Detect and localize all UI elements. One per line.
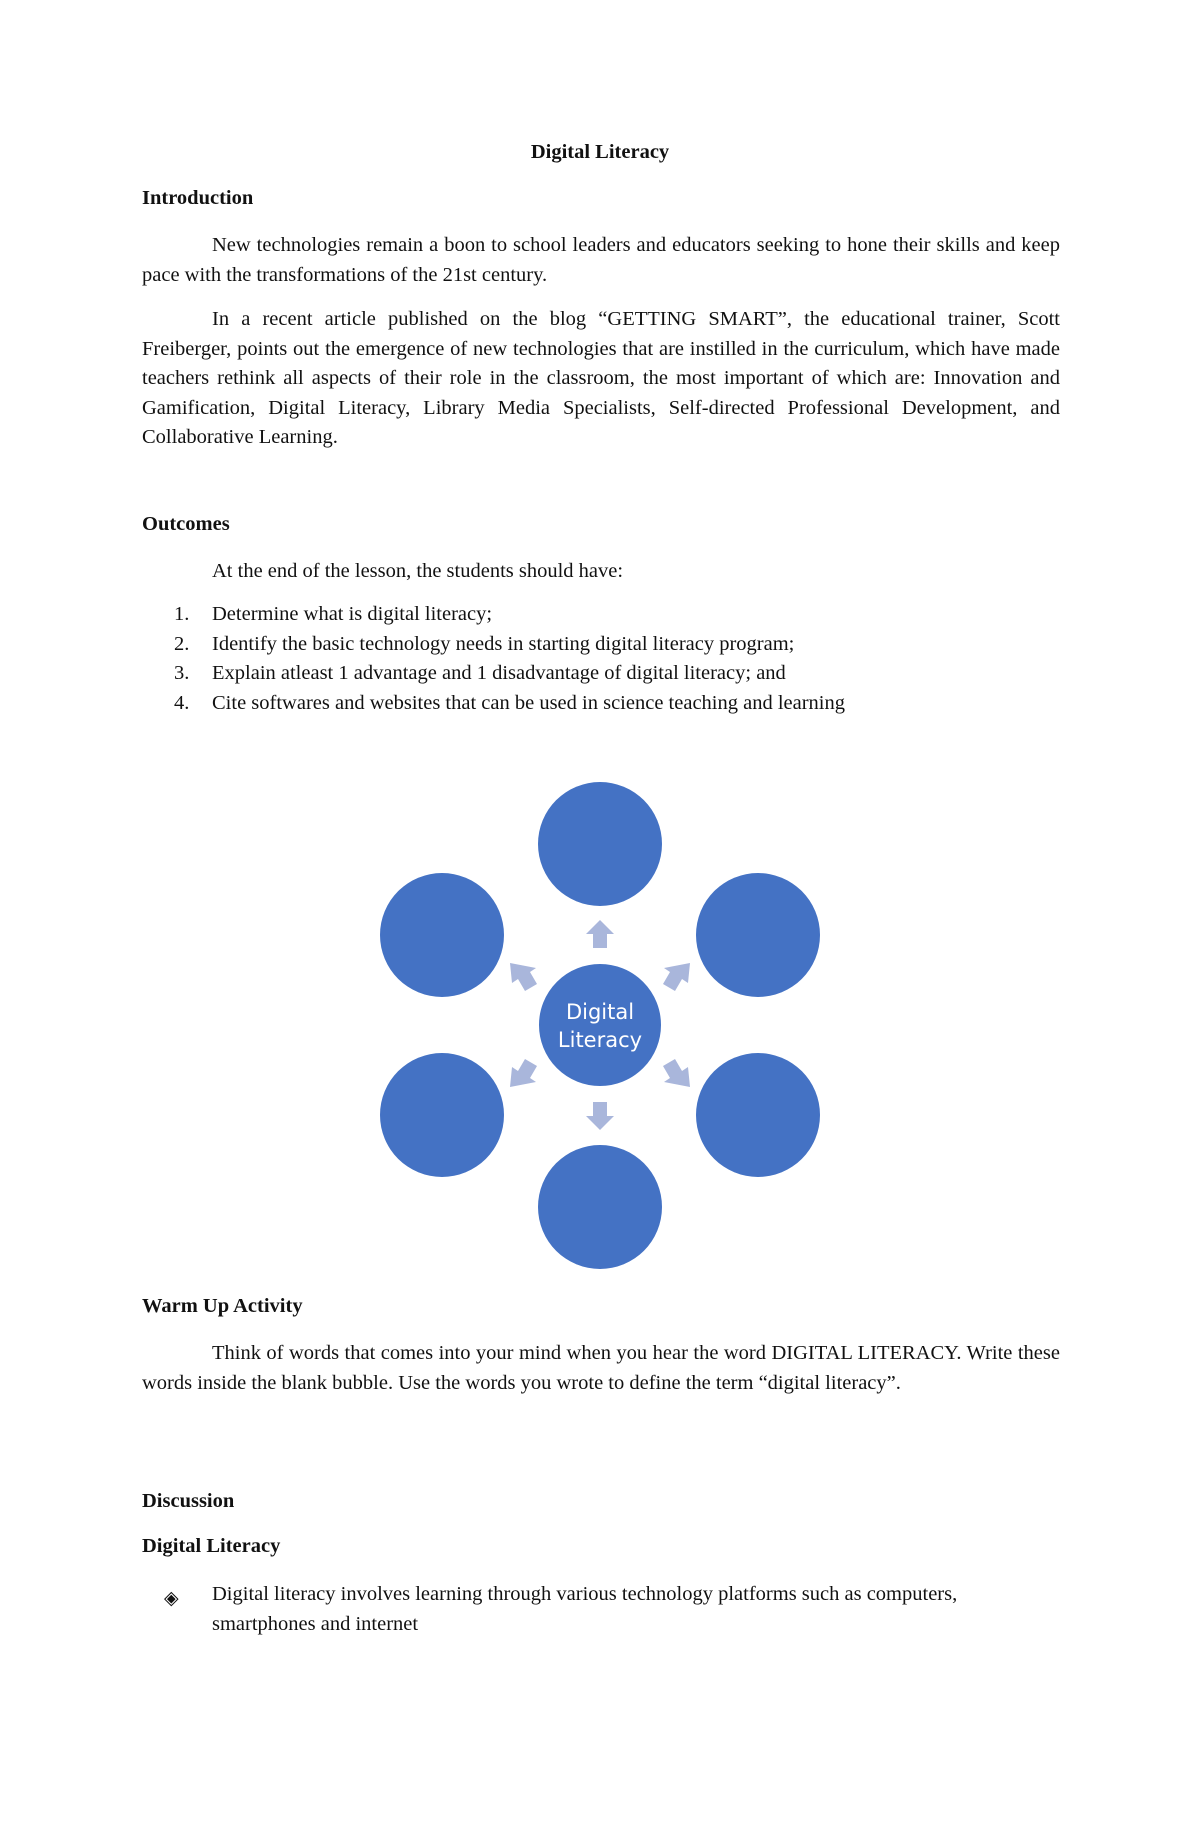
list-item-text: Digital literacy involves learning through various technology platforms such as computers, smartphones and internet [212, 1583, 958, 1635]
outer-bubble-lower-left [380, 1053, 504, 1177]
outcomes-list [142, 600, 845, 718]
introduction-paragraph-1: New technologies remain a boon to school leaders and educators seeking to hone their skills and keep pace with the transformations of the 21st century. [142, 234, 1060, 286]
list-item [142, 659, 845, 689]
center-bubble [538, 963, 662, 1087]
arrow-lower-right [663, 1059, 690, 1087]
arrow-up [586, 920, 614, 948]
arrow-lower-left [510, 1059, 537, 1087]
list-item [142, 630, 845, 660]
diamond-bullet-icon: ◈ [164, 1587, 179, 1609]
warm-up-text: Think of words that comes into your mind when you hear the word DIGITAL LITERACY. Write these words inside the blank bubble. Use the words you wrote to define the term “digital literacy”. [142, 1342, 1060, 1394]
list-item-text: Identify the basic technology needs in starting digital literacy program; [212, 632, 795, 655]
warm-up-heading: Warm Up Activity [142, 1295, 303, 1317]
outer-bubble-bottom [538, 1145, 662, 1269]
outer-bubble-top [538, 782, 662, 906]
list-item-text: Cite softwares and websites that can be used in science teaching and learning [212, 691, 845, 714]
arrow-upper-right [663, 963, 690, 991]
introduction-heading: Introduction [142, 187, 254, 209]
list-item-number: 3. [174, 662, 190, 684]
outer-bubble-upper-right [696, 873, 820, 997]
outer-bubble-upper-left [380, 873, 504, 997]
list-item-text: Determine what is digital literacy; [212, 603, 493, 625]
list-item-number: 2. [174, 632, 190, 655]
document-title: Digital Literacy [530, 141, 670, 163]
outer-bubble-lower-right [696, 1053, 820, 1177]
arrow-down [586, 1102, 614, 1130]
list-item-number: 4. [174, 691, 190, 714]
digital-literacy-subheading: Digital Literacy [142, 1535, 281, 1557]
bubble-diagram [370, 775, 830, 1275]
center-bubble-label-line2: Literacy [557, 1028, 643, 1052]
list-item [142, 600, 845, 630]
list-item [142, 689, 845, 719]
list-item-number: 1. [174, 603, 190, 625]
discussion-heading: Discussion [142, 1490, 235, 1512]
list-item-text: Explain atleast 1 advantage and 1 disadvantage of digital literacy; and [212, 662, 786, 684]
arrow-upper-left [510, 963, 537, 991]
discussion-bullets [142, 1580, 1060, 1639]
outcomes-intro: At the end of the lesson, the students should have: [212, 560, 624, 582]
introduction-paragraph-2: In a recent article published on the blog “GETTING SMART”, the educational trainer, Scott Freiberger, points out the emergence of new technologies that are instilled in the curriculum, which have made teachers rethink all aspects of their role in the classroom, the most important of which are: Innovation and Gamification, Digital Literacy, Library Media Specialists, Self-directed Professional Development, and Collaborative Learning. [142, 308, 1060, 448]
list-item [142, 1580, 1060, 1639]
outcomes-heading: Outcomes [142, 513, 230, 535]
center-bubble-label-line1: Digital [565, 1000, 635, 1024]
